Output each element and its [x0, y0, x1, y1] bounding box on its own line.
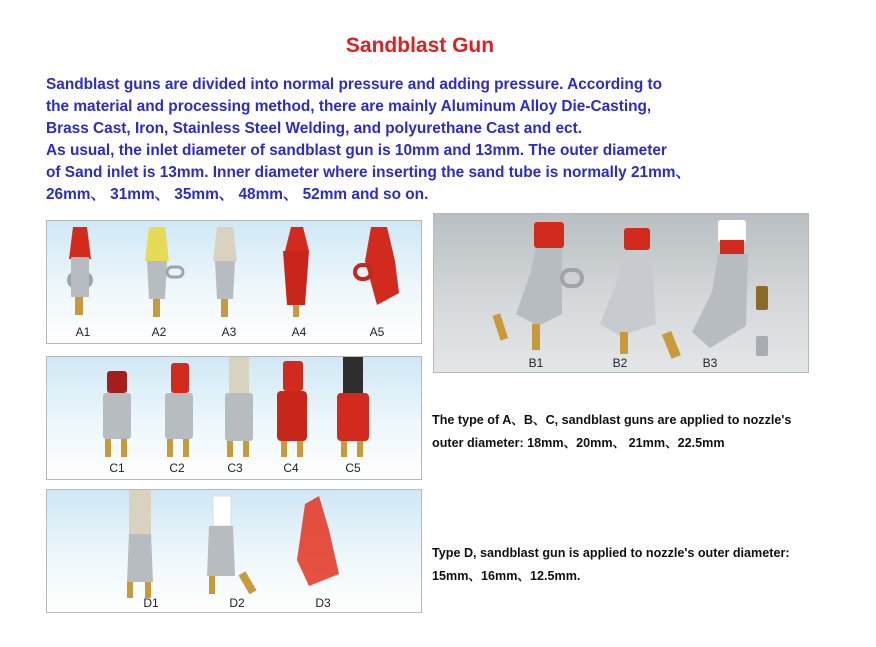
abc-type-description — [432, 409, 791, 455]
d-description-line: Type D, sandblast gun is applied to nozzle's outer diameter: — [432, 546, 790, 560]
d-description-line: 15mm、16mm、12.5mm. — [432, 569, 581, 583]
gun-c3-image — [225, 357, 253, 457]
gun-label-c4: C4 — [283, 461, 299, 475]
photo-panel-b — [433, 213, 809, 373]
gun-d2-image — [207, 496, 256, 594]
gun-label-d1: D1 — [143, 596, 159, 610]
photo-panel-a — [46, 220, 422, 344]
intro-line: 26mm、 31mm、 35mm、 48mm、 52mm and so on. — [46, 186, 429, 203]
abc-description-line: outer diameter: 18mm、20mm、 21mm、22.5mm — [432, 436, 725, 450]
gun-d3-image — [297, 496, 339, 586]
intro-line: Brass Cast, Iron, Stainless Steel Welding, and polyurethane Cast and ect. — [46, 120, 582, 137]
photo-panel-d — [46, 489, 422, 613]
gun-a4-image — [283, 227, 309, 317]
gun-label-a5: A5 — [369, 325, 385, 339]
gun-a3-image — [213, 227, 237, 317]
intro-paragraph — [46, 74, 806, 206]
intro-line: of Sand inlet is 13mm. Inner diameter where inserting the sand tube is normally 21mm、 — [46, 164, 691, 181]
gun-d1-image — [127, 490, 153, 598]
panel-d-illustration — [47, 490, 421, 612]
gun-label-c2: C2 — [169, 461, 185, 475]
intro-line: Sandblast guns are divided into normal pressure and adding pressure. According to — [46, 76, 663, 93]
gun-label-d3: D3 — [315, 596, 331, 610]
gun-c5-image — [337, 357, 369, 457]
gun-label-c5: C5 — [345, 461, 361, 475]
gun-label-b1: B1 — [528, 356, 544, 370]
abc-description-line: The type of A、B、C, sandblast guns are applied to nozzle's — [432, 413, 792, 427]
gun-label-d2: D2 — [229, 596, 245, 610]
gun-label-a4: A4 — [291, 325, 307, 339]
gun-label-b3: B3 — [702, 356, 718, 370]
intro-line: the material and processing method, there are mainly Aluminum Alloy Die-Casting, — [46, 98, 652, 115]
gun-label-a2: A2 — [151, 325, 167, 339]
gun-c1-image — [103, 371, 131, 457]
gun-b3-image — [662, 220, 768, 359]
gun-a1-image — [69, 227, 91, 315]
gun-label-c1: C1 — [109, 461, 125, 475]
gun-label-c3: C3 — [227, 461, 243, 475]
gun-c4-image — [277, 361, 307, 457]
photo-panel-c — [46, 356, 422, 480]
gun-b2-image — [600, 228, 656, 354]
gun-label-a1: A1 — [75, 325, 91, 339]
gun-label-b2: B2 — [612, 356, 628, 370]
intro-line: As usual, the inlet diameter of sandblast gun is 10mm and 13mm. The outer diameter — [46, 142, 667, 159]
panel-b-illustration — [434, 214, 808, 372]
d-type-description — [432, 542, 790, 588]
gun-a2-image — [145, 227, 183, 317]
gun-b1-image — [492, 222, 582, 350]
gun-c2-image — [165, 363, 193, 457]
gun-label-a3: A3 — [221, 325, 237, 339]
page-title: Sandblast Gun — [345, 34, 495, 57]
gun-a5-image — [355, 227, 399, 305]
